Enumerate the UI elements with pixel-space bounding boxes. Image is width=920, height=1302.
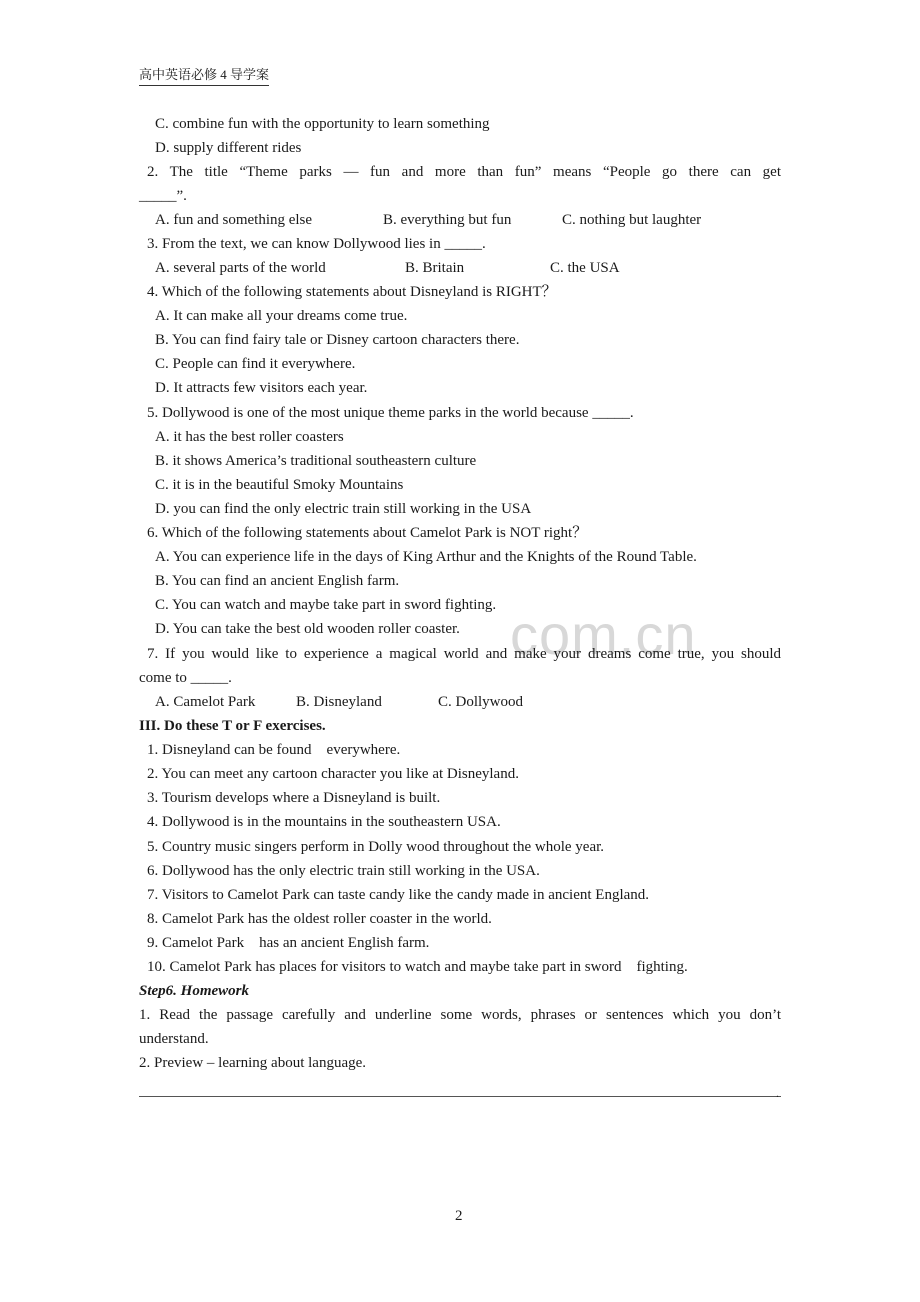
page-number: 2 (455, 1208, 463, 1224)
q5-question: 5. Dollywood is one of the most unique theme parks in the world because _____. (147, 405, 634, 421)
q7-option-a: A. Camelot Park (155, 694, 256, 710)
q3-option-a: A. several parts of the world (155, 260, 326, 276)
tf-item-3: 3. Tourism develops where a Disneyland is built. (147, 790, 441, 806)
tf-item-4: 4. Dollywood is in the mountains in the southeastern USA. (147, 814, 501, 830)
watermark: com.cn (510, 603, 697, 666)
q3-question: 3. From the text, we can know Dollywood lies in _____. (147, 236, 486, 252)
q2-option-c: C. nothing but laughter (562, 212, 702, 228)
tf-item-2: 2. You can meet any cartoon character you like at Disneyland. (147, 766, 519, 782)
step6-heading: Step6. Homework (139, 983, 250, 999)
q6-option-a: A. You can experience life in the days of King Arthur and the Knights of the Round Table. (155, 549, 697, 565)
q5-option-c: C. it is in the beautiful Smoky Mountains (155, 477, 404, 493)
q3-option-c: C. the USA (550, 260, 620, 276)
q5-option-b: B. it shows America’s traditional southeastern culture (155, 453, 477, 469)
page-header: 高中英语必修 4 导学案 (139, 66, 269, 86)
tf-item-7: 7. Visitors to Camelot Park can taste candy like the candy made in ancient England. (147, 887, 650, 903)
q5-option-d: D. you can find the only electric train still working in the USA (155, 501, 532, 517)
q1-option-d: D. supply different rides (155, 140, 302, 156)
tf-item-1: 1. Disneyland can be found everywhere. (147, 742, 401, 758)
q2-option-a: A. fun and something else (155, 212, 313, 228)
tf-item-6: 6. Dollywood has the only electric train still working in the USA. (147, 863, 540, 879)
q4-option-d: D. It attracts few visitors each year. (155, 380, 368, 396)
answer-rule (139, 1096, 781, 1097)
q4-option-b: B. You can find fairy tale or Disney cartoon characters there. (155, 332, 520, 348)
q4-option-a: A. It can make all your dreams come true. (155, 308, 408, 324)
tf-item-9: 9. Camelot Park has an ancient English farm. (147, 935, 430, 951)
q6-option-d: D. You can take the best old wooden roller coaster. (155, 621, 460, 637)
q3-option-b: B. Britain (405, 260, 465, 276)
q6-option-c: C. You can watch and maybe take part in sword fighting. (155, 597, 497, 613)
q2-question-cont: _____”. (139, 188, 187, 204)
q7-question-cont: come to _____. (139, 670, 232, 686)
q4-option-c: C. People can find it everywhere. (155, 356, 356, 372)
q7-option-b: B. Disneyland (296, 694, 382, 710)
answer-rule-end: . (776, 1086, 779, 1100)
tf-item-5: 5. Country music singers perform in Dolly wood throughout the whole year. (147, 839, 605, 855)
q2-question: 2. The title “Theme parks — fun and more than fun” means “People go there can get (147, 164, 781, 180)
q1-option-c: C. combine fun with the opportunity to learn something (155, 116, 490, 132)
homework-item-1-cont: understand. (139, 1031, 209, 1047)
q7-option-c: C. Dollywood (438, 694, 524, 710)
q6-option-b: B. You can find an ancient English farm. (155, 573, 400, 589)
q4-question: 4. Which of the following statements about Disneyland is RIGHT？ (147, 284, 557, 300)
q7-question: 7. If you would like to experience a magical world and make your dreams come true, you should (147, 646, 781, 662)
tf-item-10: 10. Camelot Park has places for visitors to watch and maybe take part in sword fighting. (147, 959, 688, 975)
homework-item-1: 1. Read the passage carefully and underline some words, phrases or sentences which you don’t (139, 1007, 781, 1023)
q5-option-a: A. it has the best roller coasters (155, 429, 344, 445)
tf-item-8: 8. Camelot Park has the oldest roller coaster in the world. (147, 911, 492, 927)
q2-option-b: B. everything but fun (383, 212, 512, 228)
section-3-heading: III. Do these T or F exercises. (139, 718, 326, 734)
q6-question: 6. Which of the following statements about Camelot Park is NOT right？ (147, 525, 588, 541)
homework-item-2: 2. Preview – learning about language. (139, 1055, 367, 1071)
